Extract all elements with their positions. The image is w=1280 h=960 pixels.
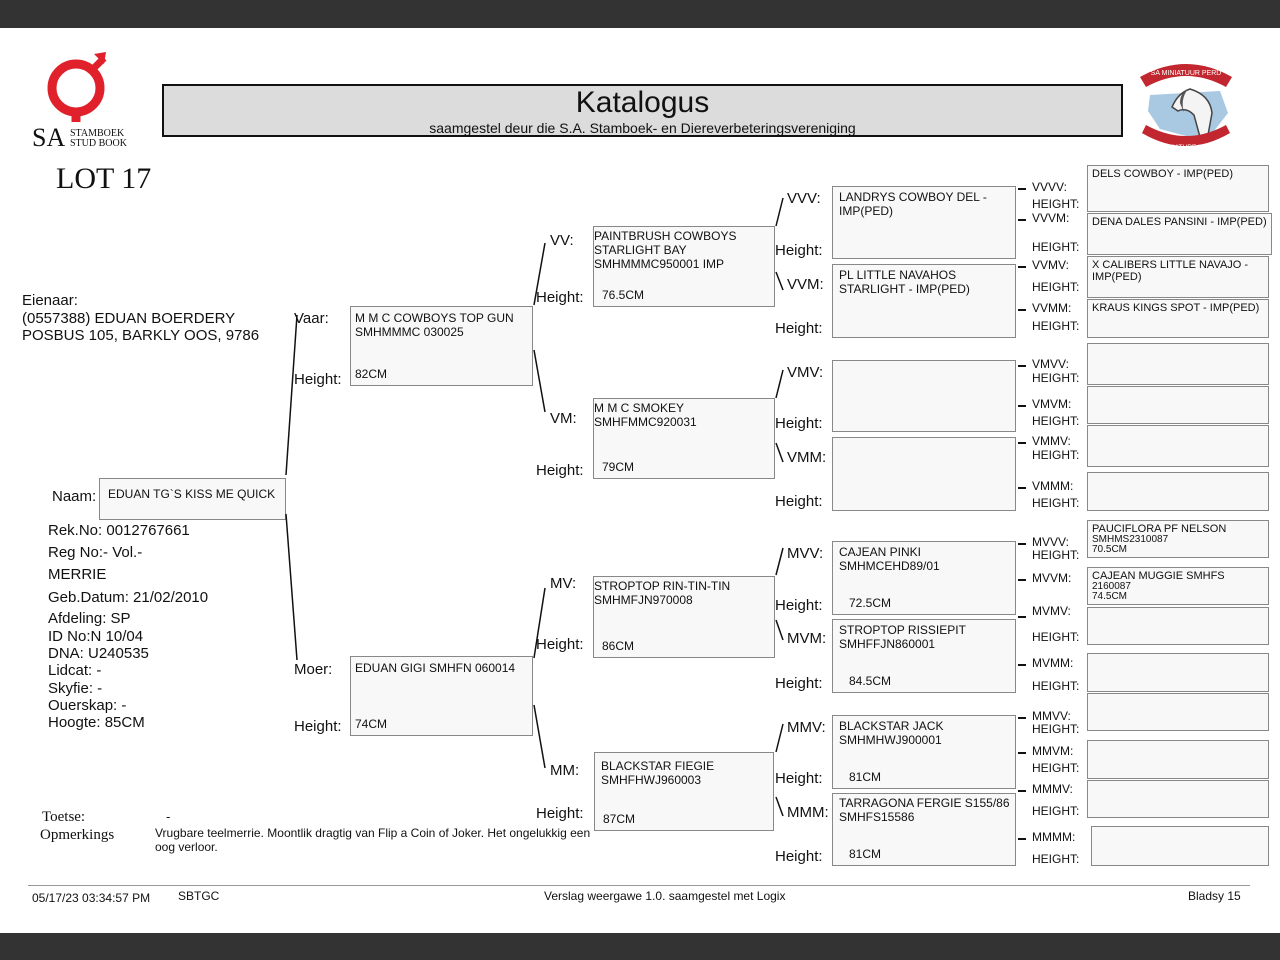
id-no: ID No:N 10/04 <box>48 628 144 645</box>
vmv-height-label: Height: <box>775 415 823 432</box>
vvmv-height-label: HEIGHT: <box>1032 280 1080 294</box>
mvv-box <box>832 541 1016 615</box>
mvm-name: STROPTOP RISSIEPIT SMHFFJN860001 <box>839 623 966 651</box>
lot-number: LOT 17 <box>56 162 152 195</box>
dash <box>1018 717 1026 719</box>
mvmm-label: MVMM: <box>1032 656 1074 670</box>
logo-line1: STAMBOEK <box>70 128 125 139</box>
mv-height: 86CM <box>602 639 635 653</box>
mmm-box <box>832 793 1016 866</box>
dam-box <box>350 656 533 736</box>
animal-name: EDUAN TG`S KISS ME QUICK <box>108 487 276 501</box>
mvm-label: MVM: <box>787 630 827 647</box>
birth-date: Geb.Datum: 21/02/2010 <box>48 589 209 606</box>
mmmm-height-label: HEIGHT: <box>1032 852 1080 866</box>
vmvm-box <box>1087 386 1269 424</box>
vmm-label: VMM: <box>787 449 827 466</box>
rek-no: Rek.No: 0012767661 <box>48 522 190 539</box>
mvmm-box <box>1087 653 1269 692</box>
logo-bottom-text: SA MINIATURE HORSE <box>1150 144 1222 151</box>
vmv-label: VMV: <box>787 364 824 381</box>
dash <box>1018 219 1026 221</box>
vmmv-height-label: HEIGHT: <box>1032 448 1080 462</box>
ouerskap: Ouerskap: - <box>48 697 127 714</box>
vmvv-height-label: HEIGHT: <box>1032 371 1080 385</box>
dash <box>1018 309 1026 311</box>
mvmv-box <box>1087 607 1269 645</box>
page-title: Katalogus <box>575 86 710 119</box>
lidcat: Lidcat: - <box>48 662 102 679</box>
mvv-name: CAJEAN PINKI SMHMCEHD89/01 <box>839 545 940 573</box>
vv-height: 76.5CM <box>602 288 645 302</box>
mvm-height: 84.5CM <box>849 674 892 688</box>
vmmv-label: VMMV: <box>1032 434 1071 448</box>
vmm-height-label: Height: <box>775 493 823 510</box>
vmmm-height-label: HEIGHT: <box>1032 496 1080 510</box>
mmvm-label: MMVM: <box>1032 744 1074 758</box>
owner-line1: (0557388) EDUAN BOERDERY <box>22 310 236 327</box>
mm-height-label: Height: <box>536 805 584 822</box>
vm-box <box>593 398 775 479</box>
mm-name: BLACKSTAR FIEGIE SMHFHWJ960003 <box>601 759 715 787</box>
mmmv-label: MMMV: <box>1032 782 1073 796</box>
vmvm-height-label: HEIGHT: <box>1032 414 1080 428</box>
animal-sex: MERRIE <box>48 566 107 583</box>
mmvm-height-label: HEIGHT: <box>1032 761 1080 775</box>
dash <box>1018 442 1026 444</box>
vvm-box <box>832 264 1016 338</box>
mm-label: MM: <box>550 762 580 779</box>
dash <box>1018 405 1026 407</box>
vvv-box <box>832 186 1016 259</box>
vmv-box <box>832 360 1016 432</box>
skyfie: Skyfie: - <box>48 680 103 697</box>
vvv-label: VVV: <box>787 190 821 207</box>
mmm-label: MMM: <box>787 804 829 821</box>
moer-height-label: Height: <box>294 718 342 735</box>
page-subtitle: saamgestel deur die S.A. Stamboek- en Diereverbeteringsvereniging <box>429 120 856 136</box>
vaar-height-label: Height: <box>294 371 342 388</box>
mvvm-label: MVVM: <box>1032 571 1072 585</box>
mvvm-box <box>1087 567 1269 605</box>
vmmm-label: VMMM: <box>1032 479 1074 493</box>
sire-name: M M C COWBOYS TOP GUN SMHMMMC 030025 <box>355 311 514 339</box>
mvvv-label: MVVV: <box>1032 535 1069 549</box>
vvvm-label: VVVM: <box>1032 211 1070 225</box>
mvvv-height: 70.5CM <box>1092 544 1128 555</box>
mmm-height: 81CM <box>849 847 882 861</box>
vvvm-box <box>1087 213 1272 255</box>
hoogte: Hoogte: 85CM <box>48 714 145 731</box>
dash <box>1018 188 1026 190</box>
opmerkings-value: Vrugbare teelmerrie. Moontlik dragtig van Flip a Coin of Joker. Het ongelukkig een oog verloor. <box>155 826 591 854</box>
dash <box>1018 543 1026 545</box>
mvmm-height-label: HEIGHT: <box>1032 679 1080 693</box>
vv-label: VV: <box>550 232 574 249</box>
mvvv-height-label: HEIGHT: <box>1032 548 1080 562</box>
dash <box>1018 616 1026 618</box>
vvvm-name: DENA DALES PANSINI - IMP(PED) <box>1092 216 1267 228</box>
mmvv-height-label: HEIGHT: <box>1032 722 1080 736</box>
vm-height-label: Height: <box>536 462 584 479</box>
mv-height-label: Height: <box>536 636 584 653</box>
mmmv-height-label: HEIGHT: <box>1032 804 1080 818</box>
dam-height: 74CM <box>355 717 388 731</box>
mvvv-name: PAUCIFLORA PF NELSON <box>1092 523 1227 535</box>
mvvv-box <box>1087 520 1269 558</box>
toetse-label: Toetse: <box>42 809 86 825</box>
mvm-box <box>832 619 1016 693</box>
footer-org: SBTGC <box>178 889 220 903</box>
vmvm-label: VMVM: <box>1032 397 1072 411</box>
sire-box <box>350 306 533 386</box>
owner-line2: POSBUS 105, BARKLY OOS, 9786 <box>22 327 260 344</box>
vv-name: PAINTBRUSH COWBOYS STARLIGHT BAY SMHMMMC950001 IMP <box>594 229 737 271</box>
reg-no: Reg No:- Vol.- <box>48 544 143 561</box>
opmerkings-label: Opmerkings <box>40 827 115 843</box>
vvvm-height-label: HEIGHT: <box>1032 240 1080 254</box>
mmvv-label: MMVV: <box>1032 709 1071 723</box>
mvvm-reg: 2160087 <box>1092 581 1131 592</box>
mv-box <box>593 576 775 658</box>
mvm-height-label: Height: <box>775 675 823 692</box>
mmv-height: 81CM <box>849 770 882 784</box>
footer-page: Bladsy 15 <box>1188 889 1241 903</box>
mmv-label: MMV: <box>787 719 826 736</box>
vvm-label: VVM: <box>787 276 824 293</box>
vvmv-box <box>1087 256 1269 298</box>
dam-name: EDUAN GIGI SMHFN 060014 <box>355 661 516 675</box>
logo-line2: STUD BOOK <box>70 138 127 149</box>
mm-box <box>594 752 774 831</box>
footer-divider <box>28 885 1250 886</box>
mmmm-box <box>1091 826 1269 866</box>
vmm-box <box>832 437 1016 511</box>
vm-height: 79CM <box>602 460 635 474</box>
vmvv-label: VMVV: <box>1032 357 1069 371</box>
afdeling: Afdeling: SP <box>48 610 131 627</box>
vv-height-label: Height: <box>536 289 584 306</box>
vm-label: VM: <box>550 410 577 427</box>
dash <box>1018 266 1026 268</box>
vmvv-box <box>1087 343 1269 385</box>
mv-label: MV: <box>550 575 577 592</box>
mmm-name: TARRAGONA FERGIE S155/86 SMHFS15586 <box>839 796 1010 824</box>
owner-label: Eienaar: <box>22 292 78 309</box>
mmvm-box <box>1087 740 1269 779</box>
mmv-name: BLACKSTAR JACK SMHMHWJ900001 <box>839 719 944 747</box>
mmvv-box <box>1087 693 1269 731</box>
vmmv-box <box>1087 425 1269 467</box>
dash <box>1018 487 1026 489</box>
vv-box <box>593 226 775 307</box>
dash <box>1018 365 1026 367</box>
vaar-label: Vaar: <box>294 310 329 327</box>
footer-timestamp: 05/17/23 03:34:57 PM <box>32 891 151 905</box>
dna: DNA: U240535 <box>48 645 149 662</box>
vvmm-height-label: HEIGHT: <box>1032 319 1080 333</box>
dash <box>1018 664 1026 666</box>
dash <box>1018 579 1026 581</box>
vvmv-label: VVMV: <box>1032 258 1069 272</box>
sire-height: 82CM <box>355 367 388 381</box>
mvmv-label: MVMV: <box>1032 604 1071 618</box>
vmmm-box <box>1087 472 1269 511</box>
mm-height: 87CM <box>603 812 636 826</box>
mvv-height: 72.5CM <box>849 596 892 610</box>
vvmm-box <box>1087 299 1269 338</box>
naam-label: Naam: <box>52 488 97 505</box>
mv-name: STROPTOP RIN-TIN-TIN SMHMFJN970008 <box>594 579 731 607</box>
mvmv-height-label: HEIGHT: <box>1032 630 1080 644</box>
vvv-height-label: Height: <box>775 242 823 259</box>
logo-sa: SA <box>32 123 66 152</box>
vvvv-box <box>1087 165 1269 212</box>
vvv-name: LANDRYS COWBOY DEL - IMP(PED) <box>839 190 987 218</box>
dash <box>1018 752 1026 754</box>
toetse-value: - <box>166 809 171 824</box>
mvvm-height: 74.5CM <box>1092 591 1128 602</box>
vvvv-name: DELS COWBOY - IMP(PED) <box>1092 168 1233 180</box>
vvm-name: PL LITTLE NAVAHOS STARLIGHT - IMP(PED) <box>839 268 970 296</box>
mmm-height-label: Height: <box>775 848 823 865</box>
vvmm-name: KRAUS KINGS SPOT - IMP(PED) <box>1092 302 1260 314</box>
footer-version: Verslag weergawe 1.0. saamgestel met Logix <box>544 889 786 903</box>
mvv-height-label: Height: <box>775 597 823 614</box>
mvvv-reg: SMHMS2310087 <box>1092 534 1169 545</box>
mvv-label: MVV: <box>787 545 824 562</box>
mmmm-label: MMMM: <box>1032 830 1076 844</box>
dash <box>1018 838 1026 840</box>
moer-label: Moer: <box>294 661 333 678</box>
mmv-height-label: Height: <box>775 770 823 787</box>
mvvm-name: CAJEAN MUGGIE SMHFS <box>1092 570 1225 582</box>
dash <box>1018 790 1026 792</box>
vvvv-label: VVVV: <box>1032 180 1067 194</box>
logo-top-text: SA MINIATUUR PERD <box>1150 70 1222 77</box>
vvmv-name: X CALIBERS LITTLE NAVAJO - IMP(PED) <box>1092 259 1249 283</box>
vvmm-label: VVMM: <box>1032 301 1072 315</box>
vvvv-height-label: HEIGHT: <box>1032 197 1080 211</box>
vvm-height-label: Height: <box>775 320 823 337</box>
mmmv-box <box>1087 780 1269 818</box>
vm-name: M M C SMOKEY SMHFMMC920031 <box>594 401 697 429</box>
mmv-box <box>832 715 1016 789</box>
